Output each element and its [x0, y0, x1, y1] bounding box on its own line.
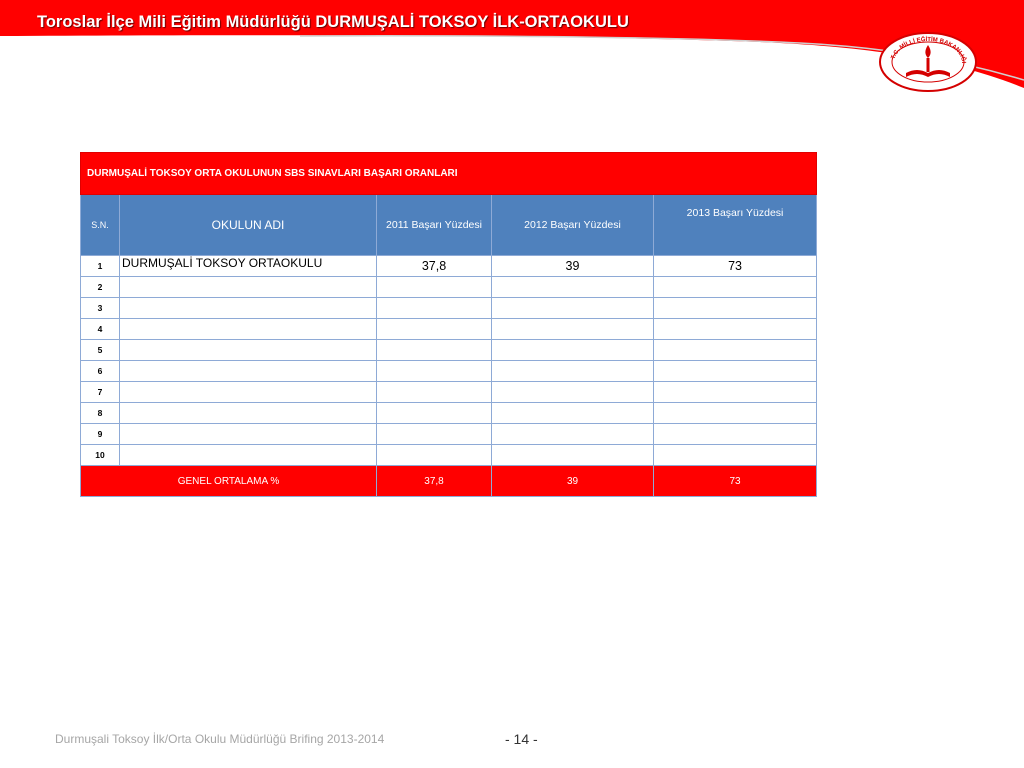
row-2011 — [377, 424, 492, 445]
header-2012: 2012 Başarı Yüzdesi — [492, 195, 654, 256]
table-row — [81, 340, 817, 361]
row-school-name — [120, 445, 377, 466]
average-label: GENEL ORTALAMA % — [81, 466, 377, 497]
table-row — [81, 319, 817, 340]
row-2011: 37,8 — [377, 256, 492, 277]
row-school-name — [120, 277, 377, 298]
row-school-name — [120, 424, 377, 445]
row-2012: 39 — [492, 256, 654, 277]
row-2013 — [654, 340, 817, 361]
row-2013: 73 — [654, 256, 817, 277]
row-sn: 1 — [81, 256, 120, 277]
row-sn: 3 — [81, 298, 120, 319]
row-2013 — [654, 277, 817, 298]
row-school-name — [120, 298, 377, 319]
ministry-emblem-icon — [878, 31, 978, 93]
results-table — [80, 152, 817, 497]
logo-text: T.C. MİLLİ EĞİTİM BAKANLIĞI — [890, 36, 967, 64]
table-row — [81, 361, 817, 382]
average-2013: 73 — [654, 466, 817, 497]
row-school-name — [120, 382, 377, 403]
table-row — [81, 445, 817, 466]
row-2011 — [377, 382, 492, 403]
average-2011: 37,8 — [377, 466, 492, 497]
table-average-row — [81, 466, 817, 497]
row-school-name — [120, 361, 377, 382]
row-2013 — [654, 403, 817, 424]
header-2011: 2011 Başarı Yüzdesi — [377, 195, 492, 256]
row-2012 — [492, 298, 654, 319]
page-title: Toroslar İlçe Mili Eğitim Müdürlüğü DURMUŞALİ TOKSOY İLK-ORTAOKULU — [37, 13, 629, 31]
row-2013 — [654, 445, 817, 466]
row-school-name: DURMUŞALİ TOKSOY ORTAOKULU — [120, 256, 377, 277]
row-2013 — [654, 382, 817, 403]
row-sn: 7 — [81, 382, 120, 403]
row-2013 — [654, 298, 817, 319]
header-sn: S.N. — [81, 195, 120, 256]
row-2013 — [654, 424, 817, 445]
row-2013 — [654, 319, 817, 340]
table-title-row — [81, 153, 817, 195]
row-sn: 5 — [81, 340, 120, 361]
row-sn: 10 — [81, 445, 120, 466]
row-2011 — [377, 277, 492, 298]
row-2012 — [492, 403, 654, 424]
header-2013: 2013 Başarı Yüzdesi — [654, 195, 817, 256]
row-2011 — [377, 340, 492, 361]
average-2012: 39 — [492, 466, 654, 497]
page-number: - 14 - — [505, 731, 538, 747]
header-school-name: OKULUN ADI — [120, 195, 377, 256]
row-2012 — [492, 445, 654, 466]
table-row — [81, 277, 817, 298]
footer-text: Durmuşali Toksoy İlk/Orta Okulu Müdürlüğü Brifing 2013-2014 — [55, 732, 385, 746]
row-2012 — [492, 340, 654, 361]
row-school-name — [120, 340, 377, 361]
row-2012 — [492, 382, 654, 403]
row-2011 — [377, 403, 492, 424]
row-school-name — [120, 403, 377, 424]
row-school-name — [120, 319, 377, 340]
table-row — [81, 403, 817, 424]
row-sn: 8 — [81, 403, 120, 424]
row-sn: 9 — [81, 424, 120, 445]
header-banner — [0, 0, 1024, 100]
row-2013 — [654, 361, 817, 382]
table-row — [81, 382, 817, 403]
table-title: DURMUŞALİ TOKSOY ORTA OKULUNUN SBS SINAVLARI BAŞARI ORANLARI — [81, 153, 817, 195]
table-row — [81, 256, 817, 277]
table-row — [81, 424, 817, 445]
row-2012 — [492, 424, 654, 445]
row-2012 — [492, 277, 654, 298]
row-sn: 6 — [81, 361, 120, 382]
row-2012 — [492, 319, 654, 340]
row-2011 — [377, 298, 492, 319]
row-2012 — [492, 361, 654, 382]
table-header-row — [81, 195, 817, 256]
row-2011 — [377, 445, 492, 466]
table-row — [81, 298, 817, 319]
row-sn: 2 — [81, 277, 120, 298]
row-2011 — [377, 361, 492, 382]
row-sn: 4 — [81, 319, 120, 340]
row-2011 — [377, 319, 492, 340]
